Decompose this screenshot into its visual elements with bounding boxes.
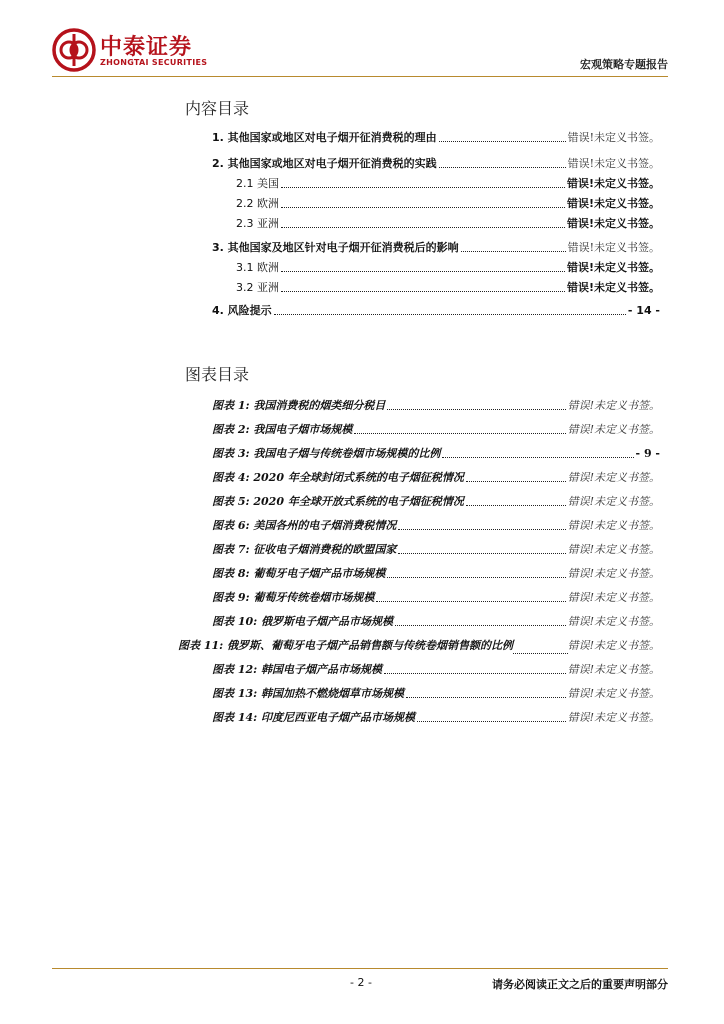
figure-entry-page: 错误!未定义书签。 [567,591,660,604]
leader-dots [354,433,565,434]
figure-entry-page: 错误!未定义书签。 [567,567,660,580]
leader-dots [376,601,565,602]
toc-entry[interactable] [212,303,660,319]
figure-entry-label: 图表 13: 韩国加热不燃烧烟草市场规模 [212,687,405,700]
figures-title: 图表目录 [185,365,250,384]
figure-entry[interactable] [212,470,660,486]
leader-dots [395,625,566,626]
figure-entry[interactable] [212,422,660,438]
figure-entry-page: 错误!未定义书签。 [567,711,660,724]
figure-entry-page: 错误!未定义书签。 [567,615,660,628]
leader-dots [406,697,566,698]
toc-entry-label: 4. 风险提示 [212,304,272,317]
leader-dots [398,529,565,530]
leader-dots [398,553,565,554]
figure-entry-label: 图表 10: 俄罗斯电子烟产品市场规模 [212,615,394,628]
figure-entry-page: 错误!未定义书签。 [567,663,660,676]
figure-entry[interactable] [212,590,660,606]
toc-entry-page: 错误!未定义书签。 [566,281,660,294]
figure-entry[interactable] [212,494,660,510]
page-header [0,0,724,80]
figure-entry[interactable] [212,446,660,462]
toc-entry[interactable] [212,130,660,146]
figure-entry[interactable] [212,566,660,582]
toc-title: 内容目录 [185,99,250,118]
figure-entry-page: 错误!未定义书签。 [567,687,660,700]
toc-entry[interactable] [212,240,660,256]
toc-entry[interactable] [236,280,660,296]
figure-entry-page: 错误!未定义书签。 [567,399,660,412]
toc-entry-label: 2.2 欧洲 [236,197,279,210]
figure-entry[interactable] [212,542,660,558]
brand-name-cn: 中泰证券 [100,35,193,60]
toc-entry-page: 错误!未定义书签。 [566,197,660,210]
figure-entry-page: 错误!未定义书签。 [567,423,660,436]
leader-dots [466,505,566,506]
figure-entry-page: 错误!未定义书签。 [567,471,660,484]
toc-entry-page: 错误!未定义书签。 [567,241,660,254]
toc-entry[interactable] [236,216,660,232]
toc-entry-page: 错误!未定义书签。 [566,177,660,190]
toc-entry-page: 错误!未定义书签。 [567,157,660,170]
figure-entry[interactable] [212,662,660,678]
figure-entry-label: 图表 6: 美国各州的电子烟消费税情况 [212,519,397,532]
toc-entry-page: 错误!未定义书签。 [567,131,660,144]
figure-entry-page: 错误!未定义书签。 [567,519,660,532]
figure-entry-label: 图表 12: 韩国电子烟产品市场规模 [212,663,383,676]
toc-entry-label: 2. 其他国家或地区对电子烟开征消费税的实践 [212,157,437,170]
toc-entry-label: 3.1 欧洲 [236,261,279,274]
figure-entry[interactable] [212,710,660,726]
figure-entry-label: 图表 2: 我国电子烟市场规模 [212,423,353,436]
toc-entry-label: 2.1 美国 [236,177,279,190]
toc-entry[interactable] [236,176,660,192]
leader-dots [281,227,565,228]
toc-entry[interactable] [236,196,660,212]
report-type: 宏观策略专题报告 [580,58,668,71]
figure-entry-page: - 9 - [635,447,660,460]
leader-dots [387,409,565,410]
leader-dots [281,187,565,188]
leader-dots [281,291,565,292]
figure-entry[interactable] [212,614,660,630]
leader-dots [442,457,633,458]
figure-entry[interactable] [178,638,660,654]
footer-disclaimer: 请务必阅读正文之后的重要声明部分 [492,978,668,991]
toc-entry-label: 3.2 亚洲 [236,281,279,294]
toc-entry-page: 错误!未定义书签。 [566,261,660,274]
toc-entry-page: 错误!未定义书签。 [566,217,660,230]
toc-entry-page: - 14 - [627,304,660,317]
brand-name-en: ZHONGTAI SECURITIES [100,58,208,67]
figure-entry-page: 错误!未定义书签。 [567,639,660,652]
figure-entry-label: 图表 3: 我国电子烟与传统卷烟市场规模的比例 [212,447,441,460]
figure-entry-label: 图表 5: 2020 年全球开放式系统的电子烟征税情况 [212,495,464,508]
toc-entry[interactable] [212,156,660,172]
leader-dots [513,653,568,654]
figure-entry-label: 图表 1: 我国消费税的烟类细分税目 [212,399,386,412]
header-divider [52,76,668,77]
toc-entry-label: 1. 其他国家或地区对电子烟开征消费税的理由 [212,131,437,144]
figure-entry-label: 图表 7: 征收电子烟消费税的欧盟国家 [212,543,397,556]
footer-divider [52,968,668,969]
figure-entry-label: 图表 4: 2020 年全球封闭式系统的电子烟征税情况 [212,471,464,484]
leader-dots [274,314,626,315]
leader-dots [281,207,565,208]
leader-dots [466,481,566,482]
leader-dots [439,141,566,142]
leader-dots [417,721,566,722]
figure-entry[interactable] [212,518,660,534]
figure-entry-page: 错误!未定义书签。 [567,495,660,508]
leader-dots [281,271,565,272]
leader-dots [384,673,566,674]
figure-entry-label: 图表 8: 葡萄牙电子烟产品市场规模 [212,567,386,580]
figure-entry-label: 图表 11: 俄罗斯、葡萄牙电子烟产品销售额与传统卷烟销售额的比例 [178,639,514,652]
figure-entry[interactable] [212,398,660,414]
toc-entry-label: 2.3 亚洲 [236,217,279,230]
page-number: - 2 - [350,976,372,989]
leader-dots [439,167,566,168]
leader-dots [387,577,565,578]
figure-entry-page: 错误!未定义书签。 [567,543,660,556]
toc-entry[interactable] [236,260,660,276]
zhongtai-logo-icon [52,28,96,72]
figure-entry[interactable] [212,686,660,702]
figure-entry-label: 图表 9: 葡萄牙传统卷烟市场规模 [212,591,375,604]
toc-entry-label: 3. 其他国家及地区针对电子烟开征消费税后的影响 [212,241,459,254]
figure-entry-label: 图表 14: 印度尼西亚电子烟产品市场规模 [212,711,416,724]
leader-dots [461,251,566,252]
